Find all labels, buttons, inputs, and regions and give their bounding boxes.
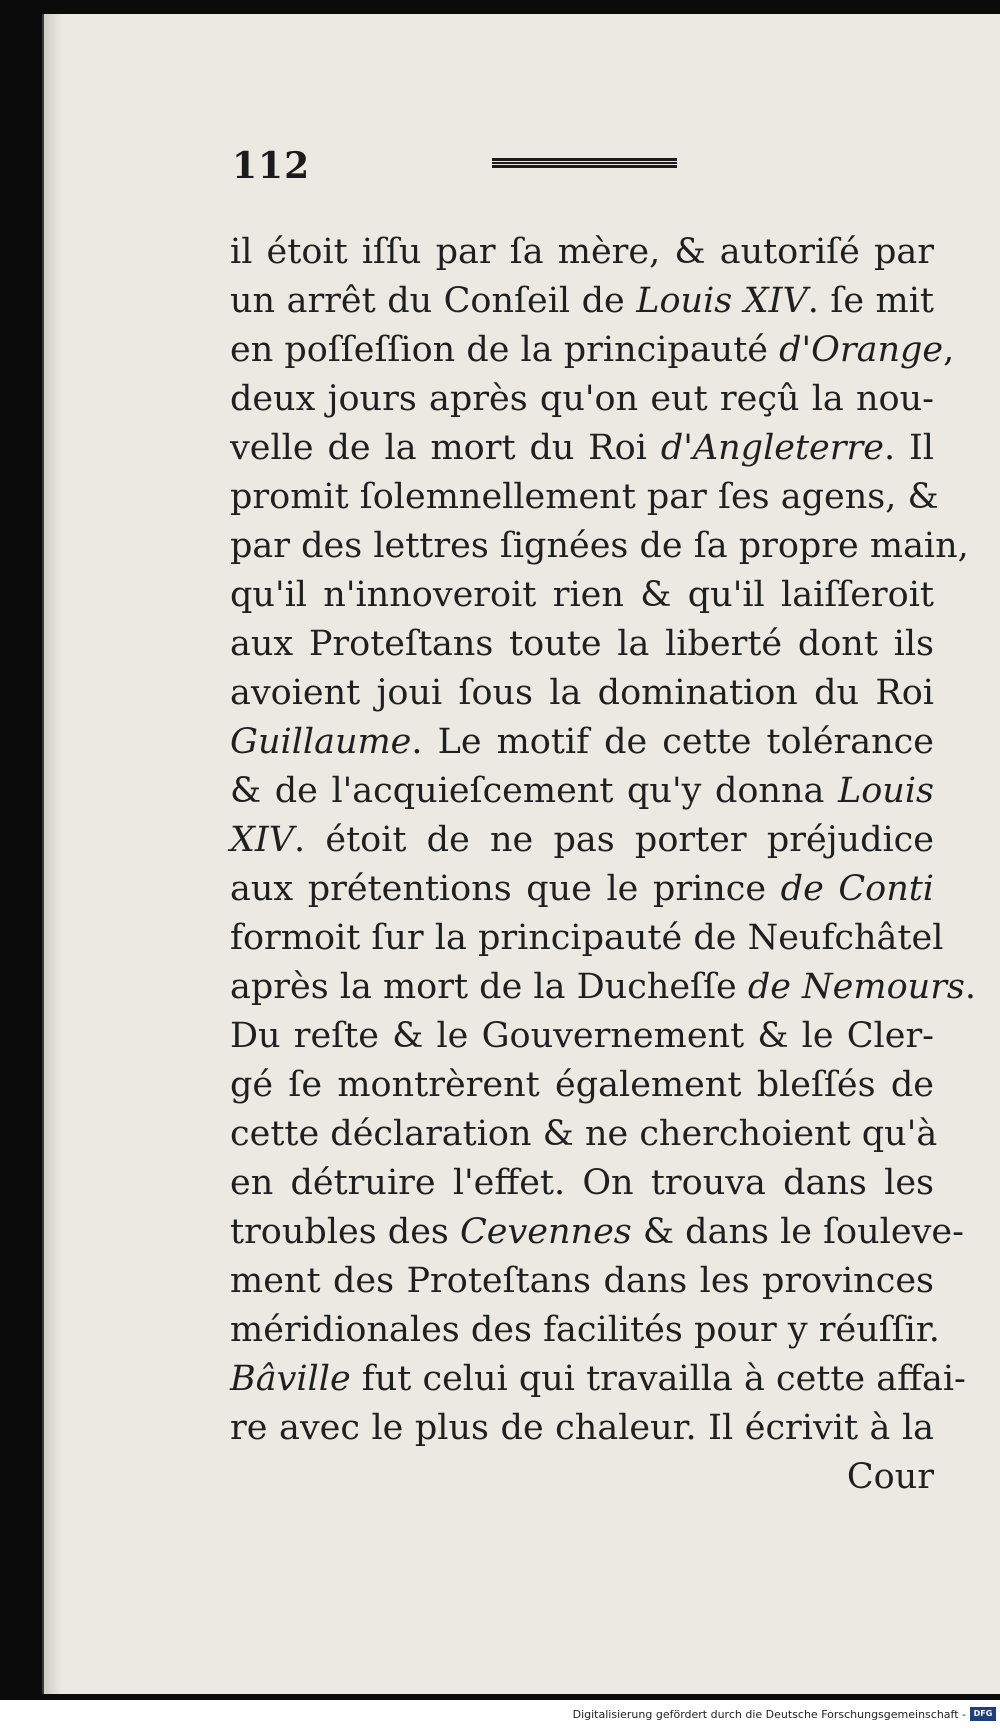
text-run: . ſe mit	[807, 281, 934, 321]
header-ornament-rule	[492, 158, 677, 168]
italic-text: XIV	[230, 820, 295, 860]
text-run: méridionales des facilités pour y réuſſir.	[230, 1310, 940, 1350]
text-line	[230, 473, 939, 522]
italic-text: d'Orange	[779, 330, 944, 370]
text-line	[230, 865, 934, 914]
italic-text: Louis	[837, 771, 934, 811]
body-text	[230, 228, 977, 1502]
text-run: il étoit iſſu par ſa mère, & autoriſé par	[230, 232, 934, 272]
dfg-logo: DFG	[970, 1707, 996, 1721]
text-line	[230, 914, 944, 963]
text-line	[230, 424, 934, 473]
text-line	[230, 620, 934, 669]
text-run: velle de la mort du Roi	[230, 428, 661, 468]
text-run: & dans le ſouleve-	[631, 1212, 964, 1252]
text-line	[230, 1306, 940, 1355]
italic-text: Cevennes	[460, 1212, 632, 1252]
text-line	[230, 1453, 934, 1502]
italic-text: de Nemours	[747, 967, 965, 1007]
text-run: par des lettres ſignées de ſa propre main,	[230, 526, 969, 566]
text-line	[230, 1159, 934, 1208]
text-line	[230, 963, 977, 1012]
text-line	[230, 326, 955, 375]
text-line	[230, 1061, 934, 1110]
text-line	[230, 1208, 964, 1257]
text-run: . étoit de ne pas porter préjudice	[294, 820, 934, 860]
text-run: formoit ſur la principauté de Neufchâtel	[230, 918, 944, 958]
text-line	[230, 571, 934, 620]
text-line	[230, 375, 934, 424]
text-line	[230, 669, 934, 718]
text-run: troubles des	[230, 1212, 461, 1252]
text-run: . Il	[883, 428, 934, 468]
text-run: qu'il n'innoveroit rien & qu'il laiſſeroit	[230, 575, 934, 615]
text-run: Du reſte & le Gouvernement & le Cler-	[230, 1016, 934, 1056]
text-line	[230, 767, 934, 816]
text-line	[230, 1355, 966, 1404]
italic-text: d'Angleterre	[660, 428, 884, 468]
text-run: deux jours après qu'on eut reçû la nou-	[230, 379, 934, 419]
digitization-credit: Digitalisierung gefördert durch die Deutsche Forschungsgemeinschaft -	[572, 1708, 966, 1721]
text-line	[230, 816, 934, 865]
text-line	[230, 1012, 934, 1061]
text-line	[230, 522, 969, 571]
text-run: ,	[943, 330, 955, 370]
text-line	[230, 718, 934, 767]
page-number: 112	[232, 145, 311, 187]
italic-text: de Conti	[780, 869, 934, 909]
text-run: en poſſeſſion de la principauté	[230, 330, 780, 370]
text-run: Cour	[846, 1457, 934, 1497]
text-line	[230, 228, 934, 277]
text-run: . Le motif de cette tolérance	[411, 722, 934, 762]
text-run: gé ſe montrèrent également bleſſés de	[230, 1065, 934, 1105]
text-line	[230, 1404, 934, 1453]
italic-text: Louis XIV	[636, 281, 808, 321]
text-run: un arrêt du Conſeil de	[230, 281, 637, 321]
text-run: aux Proteſtans toute la liberté dont ils	[230, 624, 934, 664]
italic-text: Bâville	[230, 1359, 351, 1399]
text-line	[230, 1257, 934, 1306]
text-run: re avec le plus de chaleur. Il écrivit à la	[230, 1408, 934, 1448]
page-gutter-shadow	[44, 14, 62, 1694]
text-run: & de l'acquieſcement qu'y donna	[230, 771, 838, 811]
text-run: .	[964, 967, 977, 1007]
text-run: aux prétentions que le prince	[230, 869, 781, 909]
text-run: après la mort de la Ducheſſe	[230, 967, 748, 1007]
text-line	[230, 277, 934, 326]
text-run: fut celui qui travailla à cette affai-	[350, 1359, 966, 1399]
text-run: en détruire l'effet. On trouva dans les	[230, 1163, 934, 1203]
text-line	[230, 1110, 938, 1159]
text-run: promit ſolemnellement par ſes agens, &	[230, 477, 939, 517]
italic-text: Guillaume	[230, 722, 412, 762]
text-run: cette déclaration & ne cherchoient qu'à	[230, 1114, 938, 1154]
text-run: ment des Proteſtans dans les provinces	[230, 1261, 934, 1301]
text-run: avoient joui ſous la domination du Roi	[230, 673, 934, 713]
